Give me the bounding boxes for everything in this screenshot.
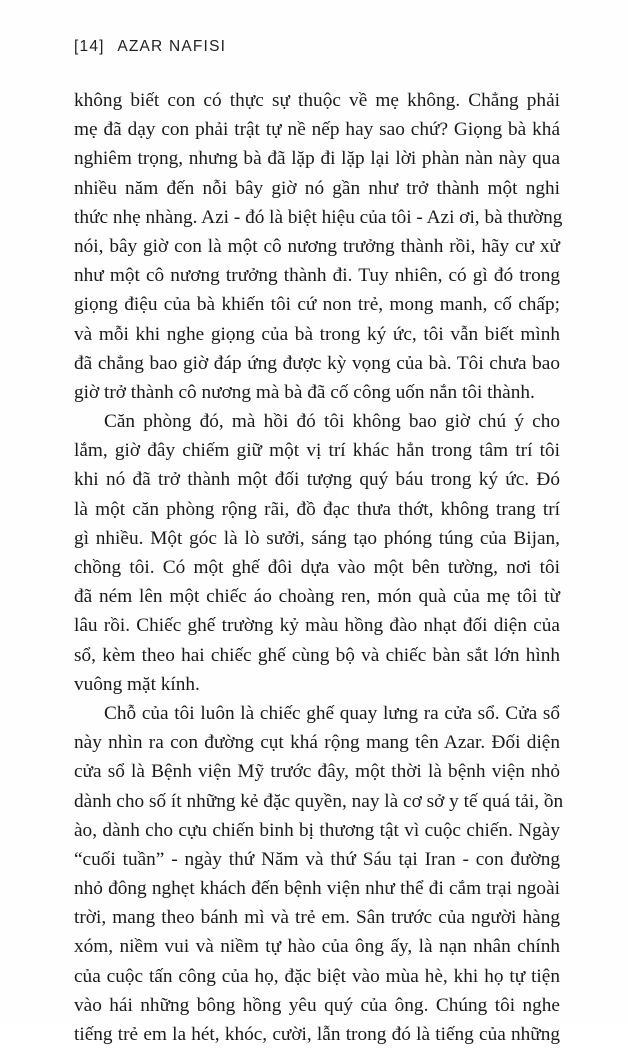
text-line: nói, bây giờ con là một cô nương trưởng thành rồi, hãy cư xử <box>74 235 560 257</box>
text-line: giờ trở thành cô nương mà bà đã cố công uốn nắn tôi thành. <box>74 381 535 403</box>
text-line: như một cô nương trưởng thành đi. Tuy nhiên, có gì đó trong <box>74 265 560 287</box>
page-number: [14] <box>74 38 105 55</box>
text-line: “cuối tuần” - ngày thứ Năm và thứ Sáu tại Iran - con đường <box>74 848 560 870</box>
text-line: vuông mặt kính. <box>74 673 200 695</box>
text-line: Chỗ của tôi luôn là chiếc ghế quay lưng ra cửa sổ. Cửa sổ <box>104 702 560 724</box>
text-line: ào, dành cho cựu chiến binh bị thương tật vì cuộc chiến. Ngày <box>74 819 560 841</box>
text-line: cửa sổ là Bệnh viện Mỹ trước đây, một thời là bệnh viện nhỏ <box>74 761 560 783</box>
text-line: và mỗi khi nghe giọng của bà trong ký ức, tôi vẫn biết mình <box>74 323 560 345</box>
text-line: của cuộc tấn công của họ, đặc biệt vào mùa hè, khi họ tự tiện <box>74 965 560 987</box>
text-line: gì nhiều. Một góc là lò sưởi, sáng tạo phóng túng của Bijan, <box>74 527 560 549</box>
running-head-author: AZAR NAFISI <box>117 38 227 55</box>
paragraph <box>74 699 564 1049</box>
text-line: xóm, niềm vui và niềm tự hào của ông ấy, là nạn nhân chính <box>74 936 560 958</box>
text-line: tiếng trẻ em la hét, khóc, cười, lẫn trong đó là tiếng của những <box>74 1024 560 1045</box>
text-line: nhỏ đông nghẹt khách đến bệnh viện như thể đi cắm trại ngoài <box>74 878 560 900</box>
text-line: Căn phòng đó, mà hồi đó tôi không bao giờ chú ý cho <box>104 411 560 433</box>
body-text <box>74 86 564 1049</box>
text-line: đã chẳng bao giờ đáp ứng được kỳ vọng của bà. Tôi chưa bao <box>74 352 560 374</box>
text-line: này nhìn ra con đường cụt khá rộng mang tên Azar. Đối diện <box>74 732 560 754</box>
text-line: nghiêm trọng, nhưng bà đã lặp đi lặp lại lời phàn nàn này qua <box>74 148 560 170</box>
text-line: vào hái những bông hồng yêu quý của ông. Chúng tôi nghe <box>74 994 560 1016</box>
running-head <box>74 38 226 56</box>
text-line: dành cho số ít những kẻ đặc quyền, nay là cơ sở y tế quá tải, ồn <box>74 790 564 812</box>
text-line: lâu rồi. Chiếc ghế trường kỷ màu hồng đào nhạt đối diện của <box>74 615 560 637</box>
text-line: nhiều năm đến nỗi bây giờ nó gần như trở thành một nghi <box>74 177 560 199</box>
text-line: đã ném lên một chiếc áo choàng ren, món quà của mẹ tôi từ <box>74 586 560 608</box>
text-line: chồng tôi. Có một ghế đôi dựa vào một bên tường, nơi tôi <box>74 557 560 578</box>
text-line: là một căn phòng rộng rãi, đồ đạc thưa thớt, không trang trí <box>74 498 560 520</box>
text-line: không biết con có thực sự thuộc về mẹ không. Chẳng phải <box>74 90 560 111</box>
text-line: lắm, giờ đây chiếm giữ một vị trí khác hẳn trong tâm trí tôi <box>74 440 560 462</box>
text-line: khi nó đã trở thành một đối tượng quý báu trong ký ức. Đó <box>74 469 560 491</box>
text-line: thức nhẹ nhàng. Azi - đó là biệt hiệu của tôi - Azi ơi, bà thường <box>74 206 563 228</box>
text-line: giọng điệu của bà khiến tôi cứ non trẻ, mong manh, cố chấp; <box>74 294 560 316</box>
text-line: trời, mang theo bánh mì và trẻ em. Sân trước của người hàng <box>74 907 560 929</box>
text-line: mẹ đã dạy con phải trật tự nề nếp hay sao chứ? Giọng bà khá <box>74 119 560 141</box>
paragraph <box>74 407 560 699</box>
text-line: sổ, kèm theo hai chiếc ghế cùng bộ và chiếc bàn sắt lớn hình <box>74 644 560 666</box>
paragraph <box>74 86 563 407</box>
